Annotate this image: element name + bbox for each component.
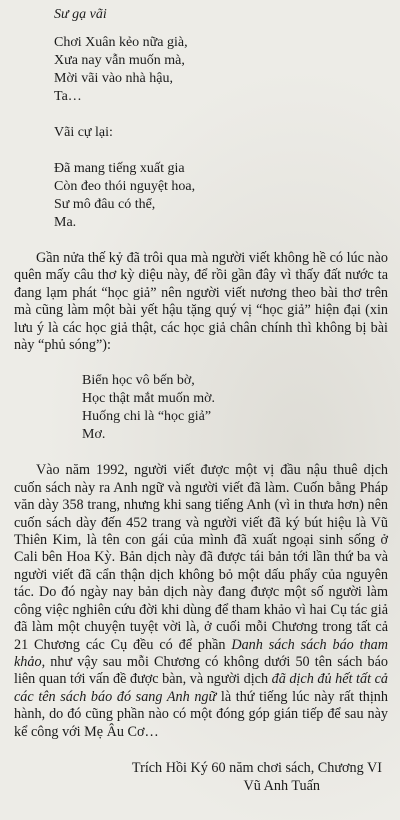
stanza-2-heading: Vãi cự lại: bbox=[54, 125, 113, 140]
stanza-2-line: Sư mô đâu có thể, bbox=[54, 197, 156, 212]
paragraph-2-italic-reference-list: Danh sách sách báo tham khảo bbox=[14, 636, 388, 670]
poem-2-line: Học thật mắt muốn mờ. bbox=[82, 391, 215, 407]
stanza-1-line: Xưa nay vẫn muốn mà, bbox=[54, 53, 185, 68]
stanza-1-heading: Sư gạ vãi bbox=[54, 7, 107, 22]
paragraph-2-italic-translation: đã dịch đủ hết tất cả các tên sách báo đó sang Anh ngữ bbox=[14, 671, 388, 705]
paragraph-2-text: là thứ tiếng lúc này rất thịnh hành, do đó cũng phần nào có một đóng góp gián tiếp để sau này kể công với Mẹ Âu Cơ… bbox=[14, 688, 388, 740]
paragraph-2 bbox=[14, 462, 388, 741]
stanza-1-line: Chơi Xuân kẻo nữa già, bbox=[54, 35, 188, 50]
stanza-2-line: Đã mang tiếng xuất gia bbox=[54, 161, 185, 176]
paragraph-2-text: Vào năm 1992, người viết được một vị đầu nậu thuê dịch cuốn sách này ra Anh ngữ và người viết đã làm. Cuốn bằng Pháp văn dày 358 trang, nhưng khi sang tiếng Anh (vì in thưa hơn) nên cuốn sách dày đến 452 trang và người viết đã ký bút hiệu là Vũ Thiên Kim, là tên con gái của mình đã xuất ngoại sinh sống ở Cali bên Hoa Kỳ. Bản dịch này đã được tái bản tới lần thứ ba và người viết đã cẩn thận dịch không bỏ một dấu phẩy của nguyên tác. Do đó ngày nay bản dịch này đang được một số người làm công việc nghiên cứu đời khi dùng để tham khảo vì hai Cụ tác giả đã làm một chuyện tuyệt vời là, ở cuối mỗi Chương trong tất cả 21 Chương các Cụ đều có để phần bbox=[14, 462, 388, 653]
signature-block bbox=[14, 759, 382, 795]
poem-2-line: Biển học vô bến bờ, bbox=[82, 373, 195, 389]
poem-stanza-1 bbox=[54, 6, 388, 106]
poem-2-line: Huống chi là “học giả” bbox=[82, 409, 212, 425]
poem-yet-hau bbox=[82, 372, 388, 444]
stanza-2-line: Ma. bbox=[54, 215, 77, 230]
stanza-1-line: Ta… bbox=[54, 89, 82, 104]
signature-source: Trích Hồi Ký 60 năm chơi sách, Chương VI bbox=[131, 759, 382, 776]
paragraph-2-text: , như vậy sau mỗi Chương có không dưới 50 tên sách báo liên quan tới vấn đề được bàn, và người dịch bbox=[14, 653, 388, 688]
paragraph-1: Gần nửa thế kỷ đã trôi qua mà người viết không hề có lúc nào quên mấy câu thơ kỳ diệu này, để rồi gần đây vì thấy đất nước ta đang lạm phát “học giả” nên người viết nương theo bài thơ trên mà cũng làm một bài yết hậu tặng quý vị “học giả” hiện đại (xin lưu ý là các học giả thật, các học giả chân chính thì không bị bài này “phủ sóng”): bbox=[14, 250, 388, 354]
stanza-1-line: Mời vãi vào nhà hậu, bbox=[54, 71, 173, 86]
signature-author: Vũ Anh Tuấn bbox=[243, 777, 320, 794]
poem-stanza-2 bbox=[54, 124, 388, 232]
poem-2-line: Mơ. bbox=[82, 427, 106, 443]
stanza-2-line: Còn đeo thói nguyệt hoa, bbox=[54, 179, 196, 194]
